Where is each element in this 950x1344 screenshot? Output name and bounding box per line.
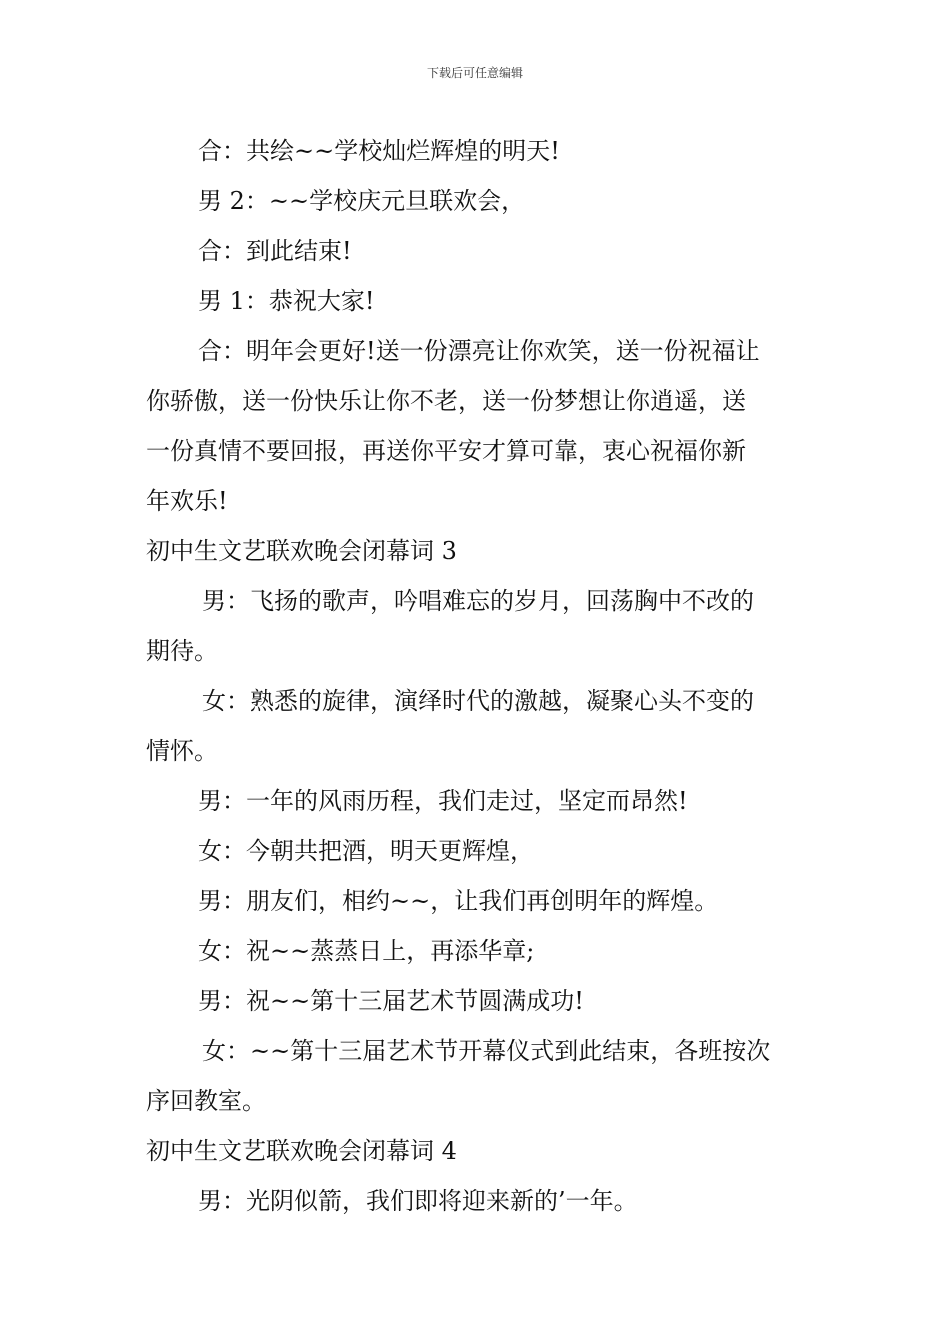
document-body bbox=[146, 126, 810, 1226]
paragraph-line: 一份真情不要回报，再送你平安才算可靠，衷心祝福你新 bbox=[146, 437, 746, 465]
paragraph: 男：祝~~第十三届艺术节圆满成功! bbox=[198, 987, 584, 1015]
paragraph-line: 合：明年会更好!送一份漂亮让你欢笑，送一份祝福让 bbox=[198, 337, 760, 365]
section-heading: 初中生文艺联欢晚会闭幕词 4 bbox=[146, 1137, 457, 1165]
paragraph-line: 男：飞扬的歌声，吟唱难忘的岁月，回荡胸中不改的 bbox=[202, 587, 754, 615]
paragraph: 女：今朝共把酒，明天更辉煌， bbox=[198, 837, 534, 865]
paragraph: 合：到此结束! bbox=[198, 237, 352, 265]
paragraph: 女：祝~~蒸蒸日上，再添华章; bbox=[198, 937, 535, 965]
paragraph: 男：朋友们，相约~~，让我们再创明年的辉煌。 bbox=[198, 887, 719, 915]
paragraph: 男 1：恭祝大家! bbox=[198, 287, 375, 315]
section-heading: 初中生文艺联欢晚会闭幕词 3 bbox=[146, 537, 457, 565]
paragraph-line: 期待。 bbox=[146, 637, 218, 665]
paragraph: 合：共绘~~学校灿烂辉煌的明天! bbox=[198, 137, 560, 165]
paragraph-line: 你骄傲，送一份快乐让你不老，送一份梦想让你逍遥，送 bbox=[146, 387, 746, 415]
paragraph-line: 情怀。 bbox=[146, 737, 218, 765]
paragraph: 男：光阴似箭，我们即将迎来新的’一年。 bbox=[198, 1187, 638, 1215]
paragraph-line: 女：~~第十三届艺术节开幕仪式到此结束，各班按次 bbox=[202, 1037, 771, 1065]
paragraph: 男 2：~~学校庆元旦联欢会， bbox=[198, 187, 526, 215]
paragraph-line: 序回教室。 bbox=[146, 1087, 266, 1115]
paragraph: 男：一年的风雨历程，我们走过，坚定而昂然! bbox=[198, 787, 688, 815]
paragraph-line: 年欢乐! bbox=[146, 487, 228, 515]
page-header: 下载后可任意编辑 bbox=[426, 66, 523, 80]
paragraph-line: 女：熟悉的旋律，演绎时代的激越，凝聚心头不变的 bbox=[202, 687, 754, 715]
